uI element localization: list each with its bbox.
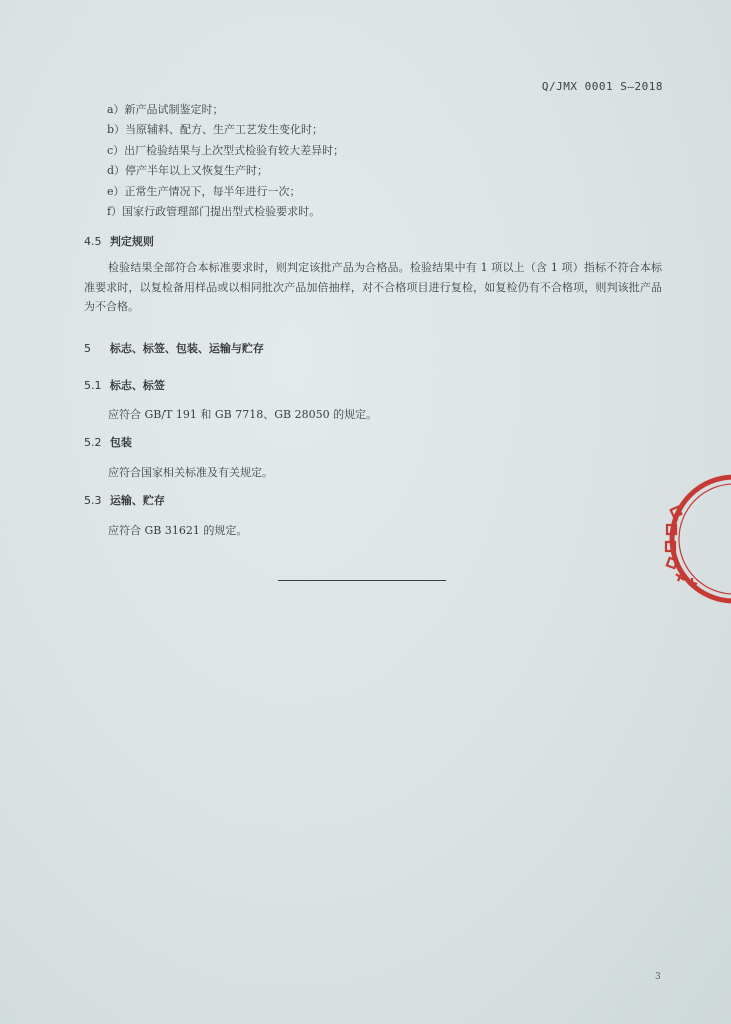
section-title: 运输、贮存	[109, 494, 165, 507]
transport-storage-text: 应符合 GB 31621 的规定。	[108, 524, 248, 537]
section-title: 标志、标签	[109, 379, 165, 392]
page-number: 3	[655, 972, 661, 982]
marking-labeling-text: 应符合 GB/T 191 和 GB 7718、GB 28050 的规定。	[108, 408, 378, 421]
section-title: 包装	[109, 436, 132, 449]
section-number: 5	[84, 342, 91, 355]
section-heading-5-3	[84, 492, 165, 508]
section-heading-4-5	[84, 233, 154, 249]
list-item: c）出厂检验结果与上次型式检验有较大差异时；	[107, 143, 345, 157]
section-heading-5-1	[84, 377, 165, 393]
section-heading-5-2	[84, 434, 132, 450]
section-title: 标志、标签、包装、运输与贮存	[109, 342, 264, 355]
list-item: f）国家行政管理部门提出型式检验要求时。	[107, 204, 321, 218]
red-stamp-seal	[652, 470, 731, 608]
section-number: 5.2	[84, 436, 102, 449]
section-number: 5.1	[84, 379, 102, 392]
document-code: Q/JMX 0001 S—2018	[541, 80, 663, 93]
list-item: d）停产半年以上又恢复生产时；	[107, 164, 269, 178]
list-item: e）正常生产情况下，每半年进行一次；	[107, 184, 301, 198]
packaging-text: 应符合国家相关标准及有关规定。	[108, 466, 273, 479]
section-title: 判定规则	[109, 235, 154, 248]
end-of-document-rule	[278, 580, 446, 581]
section-heading-5	[84, 340, 264, 356]
judgement-rules-paragraph: 检验结果全部符合本标准要求时，则判定该批产品为合格品。检验结果中有 1 项以上（含 1 项）指标不符合本标准要求时，以复检备用样品或以相同批次产品加倍抽样，对不合格项目进行复检，如复检仍有不合格项，则判该批产品为不合格。	[84, 261, 662, 313]
inspection-conditions-list	[107, 101, 344, 223]
section-number: 4.5	[84, 235, 102, 248]
list-item: a）新产品试制鉴定时；	[107, 103, 224, 116]
list-item: b）当原辅料、配方、生产工艺发生变化时；	[107, 123, 324, 137]
section-number: 5.3	[84, 494, 102, 507]
